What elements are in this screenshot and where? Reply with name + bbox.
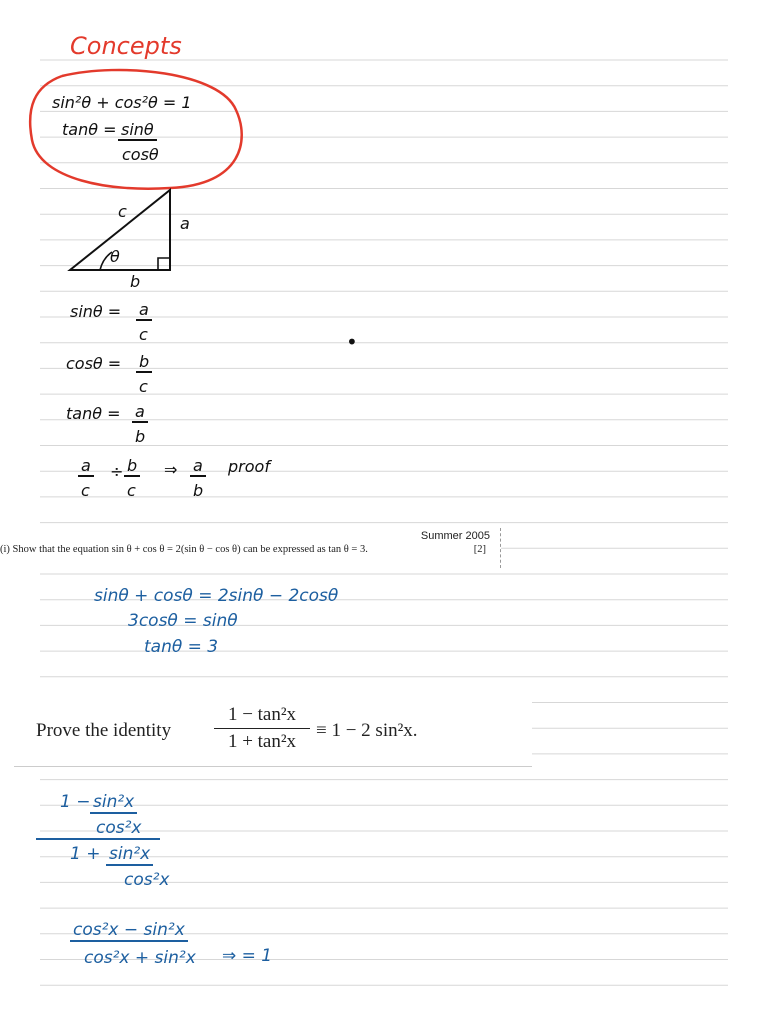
sin-ratio-lhs: sinθ = xyxy=(70,302,122,321)
proof-numerator-3: a xyxy=(190,456,206,477)
proof-fraction-3 xyxy=(190,456,206,500)
tan-identity-numerator: sinθ xyxy=(118,120,157,141)
question-2-clipping xyxy=(14,694,532,767)
proof-denominator-3: b xyxy=(193,481,204,500)
working-1-line-1: sinθ + cosθ = 2sinθ − 2cosθ xyxy=(94,586,339,606)
working-2-main-fraction-bar xyxy=(36,838,160,840)
sin-ratio-numerator: a xyxy=(136,300,152,321)
proof-arrow: ⇒ xyxy=(164,460,178,479)
cos-ratio-fraction xyxy=(136,352,152,396)
question-2-prefix: Prove the identity xyxy=(36,720,172,741)
cos-ratio-numerator: b xyxy=(136,352,152,373)
proof-fraction-2 xyxy=(124,456,140,500)
question-1-clipping xyxy=(0,528,501,568)
working-2-result-denominator: cos²x + sin²x xyxy=(84,948,196,968)
cos-ratio-denominator: c xyxy=(139,377,148,396)
tan-identity-denominator: cosθ xyxy=(122,145,159,164)
tan-ratio-denominator: b xyxy=(135,427,146,446)
working-2-num-c: cos²x xyxy=(96,818,142,838)
working-2-den-b: sin²x xyxy=(106,844,153,866)
pythagorean-identity: sin²θ + cos²θ = 1 xyxy=(52,93,192,112)
triangle-angle-label: θ xyxy=(110,247,120,266)
tan-ratio-fraction xyxy=(132,402,148,446)
question-2-rhs: ≡ 1 − 2 sin²x. xyxy=(316,720,418,741)
triangle-opposite-label: a xyxy=(180,214,190,233)
triangle-hypotenuse-label: c xyxy=(118,202,127,221)
proof-fraction-1 xyxy=(78,456,94,500)
question-1-text: (i) Show that the equation sin θ + cos θ = 2(sin θ − cos θ) can be expressed as tan θ = 3. xyxy=(0,544,368,555)
working-2-num-b: sin²x xyxy=(90,792,137,814)
tan-identity-lhs: tanθ = xyxy=(62,120,117,139)
stray-dot: • xyxy=(346,330,358,354)
working-2-result-arrow: ⇒ = 1 xyxy=(222,946,273,966)
question-2-fraction xyxy=(214,704,310,753)
tan-ratio-numerator: a xyxy=(132,402,148,423)
proof-word: proof xyxy=(228,457,270,476)
cos-ratio-lhs: cosθ = xyxy=(66,354,122,373)
working-1-line-3: tanθ = 3 xyxy=(144,637,219,657)
question-1-marks: [2] xyxy=(473,544,486,555)
working-2-num-a: 1 − xyxy=(60,792,91,812)
question-2-numerator: 1 − tan²x xyxy=(227,704,297,725)
concepts-heading: Concepts xyxy=(70,32,182,60)
proof-divide-sign: ÷ xyxy=(110,462,124,481)
working-2-result-numerator: cos²x − sin²x xyxy=(70,920,188,942)
sin-ratio-fraction xyxy=(136,300,152,344)
sin-ratio-denominator: c xyxy=(139,325,148,344)
working-2-den-c: cos²x xyxy=(124,870,170,890)
triangle-adjacent-label: b xyxy=(130,272,141,291)
working-1-line-2: 3cosθ = sinθ xyxy=(128,611,238,631)
question-2-fraction-bar xyxy=(214,728,310,729)
question-2-denominator: 1 + tan²x xyxy=(227,731,297,752)
right-triangle-diagram xyxy=(60,180,200,280)
tan-ratio-lhs: tanθ = xyxy=(66,404,121,423)
proof-denominator-2: c xyxy=(127,481,136,500)
question-1-source: Summer 2005 xyxy=(420,530,490,542)
proof-numerator-1: a xyxy=(78,456,94,477)
working-2-den-a: 1 + xyxy=(70,844,101,864)
proof-numerator-2: b xyxy=(124,456,140,477)
proof-denominator-1: c xyxy=(81,481,90,500)
